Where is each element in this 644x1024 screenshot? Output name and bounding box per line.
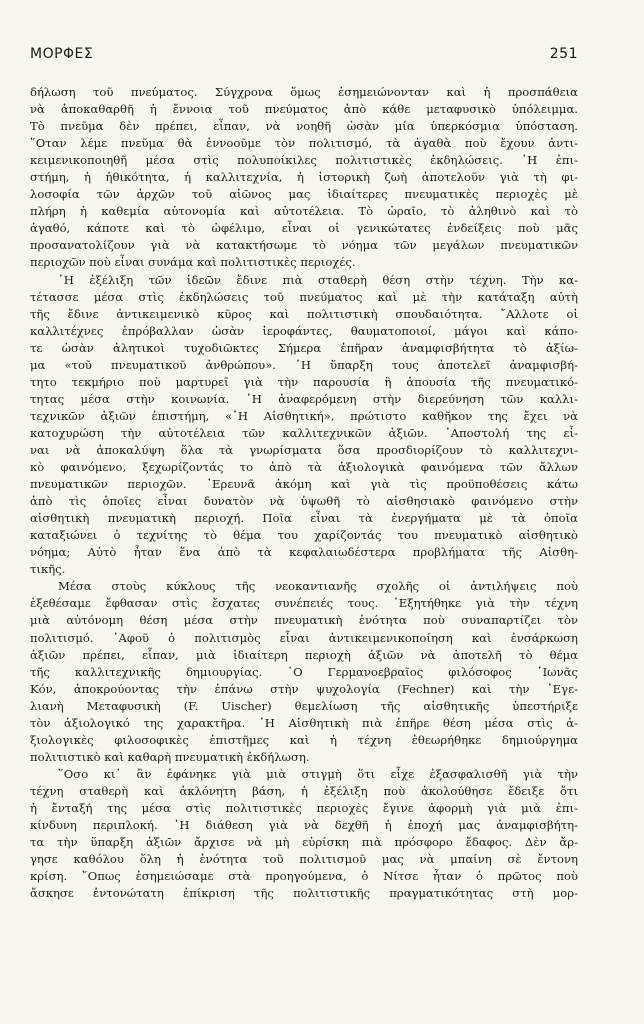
text-line: τὸν ἀξιολογικό της χαρακτῆρα. ῾Η Αἰσθητικὴ πιὰ ἐπῆρε θέση μέσα στὶς ἀ-	[30, 715, 578, 730]
text-line: τα τὴν ὕπαρξη ἀξιῶν ἄρχισε νὰ μὴ εὑρίσκη πιὰ πρόσφορο ἔδαφος. Δὲν ἄρ-	[30, 835, 578, 850]
page-number: 251	[549, 46, 578, 62]
running-header	[30, 46, 578, 62]
text-line: πολιτιστικὸ καὶ καθαρὴ πνευματικὴ ἐκδήλωση.	[30, 749, 310, 764]
text-line: πολιτισμό. ᾿Αφοῦ ὁ πολιτισμὸς εἶναι ἀντικειμενικοποίηση καὶ ἐνσάρκωση	[30, 630, 578, 645]
text-line: τικῆς.	[30, 562, 66, 577]
body-text	[30, 84, 578, 902]
text-line: ναι νὰ ἀποκαλύψη ὅλα τὰ γνωρίσματα ὅσα προσδιορίζουν τὸ καλλιτεχνι-	[30, 442, 578, 457]
text-line: ἡ ἔνταξή της μέσα στὶς πολιτιστικὲς περιοχὲς ἔγινε ἀφορμὴ γιὰ μιὰ ἐπι-	[30, 800, 578, 815]
text-line: ξιολογικὲς φιλοσοφικὲς ἐπιστῆμες καὶ ἡ τέχνη ἐθεωρήθηκε δημιούργημα	[30, 732, 578, 747]
text-line: ῞Οταν λέμε πνεῦμα θὰ ἐννοοῦμε τὸν πολιτισμό, τὰ ἀγαθὰ ποὺ ἔχουν ἀντι-	[30, 136, 578, 151]
text-line: αἰσθητικὴ πνευματικὴ περιοχή. Ποῖα εἶναι τὰ ἐνεργήματα μὲ τὰ ὁποῖα	[30, 511, 578, 526]
text-line: τητας μέσα στὴν κοινωνία. ῾Η ἀναφερόμενη στὴν διερεύνηση τῶν καλλι-	[30, 391, 578, 406]
text-line: κρίση. ῞Οπως ἐσημειώσαμε στὰ προηγούμενα, ὁ Νίτσε ἦταν ὁ πρῶτος ποὺ	[30, 869, 578, 884]
book-page	[30, 46, 578, 902]
text-line: γησε καθόλου ὅλη ἡ ἑνότητα τοῦ πολιτισμοῦ μας νὰ μπαίνη σὲ ἔντονη	[30, 852, 578, 867]
text-line: τητο τεκμήριο ποὺ μαρτυρεῖ γιὰ τὴν παρουσία ἢ ἀπουσία τῆς πνευματικό-	[30, 374, 578, 389]
text-line: τε ὡσὰν ἀλητικοὶ τυχοδιῶκτες Σήμερα ἐπῆραν ἀναμφισβήτητα τὸ ἀξίω-	[30, 340, 578, 355]
text-line: κίνδυνη περιπλοκή. ῾Η διάθεση γιὰ νὰ δεχθῆ ἡ ἐποχή μας ἀναμφισβήτη-	[30, 818, 578, 833]
text-line: περιοχῶν ποὺ εἶναι συνάμα καὶ πολιτιστικὲς περιοχές.	[30, 255, 356, 270]
text-line: προσανατολίζουν γιὰ νὰ κατακτήσωμε τὸ νόημα τῶν μεγάλων πνευματικῶν	[30, 238, 578, 253]
text-line: Τὸ πνεῦμα δὲν πρέπει, εἶπαν, νὰ νοηθῆ ὡσὰν μία ὑπερκόσμια ὑπόσταση.	[30, 119, 578, 134]
text-line: ἄσκησε ἐντονώτατη ἐπίκριση τῆς πολιτιστικῆς πραγματικότητας στὴ μορ-	[30, 886, 578, 901]
text-line: μιὰ αὐτόνομη θέση μέσα στὴν πνευματικὴ ἑνότητα ποὺ συναπαρτίζει τὸν	[30, 613, 578, 628]
text-line: ἐξεθέσαμε ἔφθασαν στὶς ἔσχατες συνέπειές τους. ᾿Εξητήθηκε γιὰ τὴν τέχνη	[30, 596, 578, 611]
text-line: καλλιτέχνες ἐπρόβαλλαν ὡσὰν ἱεροφάντες, θαυματοποιοί, μάγοι καὶ κάπο-	[30, 323, 578, 338]
text-line: πλήρη ἡ καθεμία αὐτονομία καὶ αὐτοτέλεια. Τὸ ὡραῖο, τὸ ἀληθινὸ καὶ τὸ	[30, 204, 578, 219]
text-line: κὸ φαινόμενο, ξεχωρίζοντάς το ἀπὸ τὰ ἀξιολογικὰ φαινόμενα τῶν ἄλλων	[30, 460, 578, 475]
text-line: καταξιώνει ὁ τεχνίτης τὸ θέμα του χαρίζοντάς του πνευματικὸ αἰσθητικὸ	[30, 528, 578, 543]
text-line: τῆς καλλιτεχνικῆς δημιουργίας. ῾Ο Γερμανοεβραῖος φιλόσοφος ᾿Ιωνᾶς	[30, 664, 578, 679]
text-line: νόημα; Αὐτὸ ἦταν ἕνα ἀπὸ τὰ κεφαλαιωδέστερα προβλήματα τῆς Αἰσθη-	[30, 545, 578, 560]
text-line: κατοχυρώση τὴν αὐτοτέλεια τῶν καλλιτεχνικῶν ἀξιῶν. ᾿Αποστολή της εἶ-	[30, 425, 578, 440]
running-title: ΜΟΡΦΕΣ	[30, 46, 94, 62]
text-line: στήμη, ἡ ἠθικότητα, ἡ καλλιτεχνία, ἡ ἱστορικὴ ζωὴ ἀποτελοῦν γιὰ τὴ φι-	[30, 170, 578, 185]
text-line: νὰ ἀποκαθαρθῆ ἡ ἔννοια τοῦ πνεύματος ἀπὸ κάθε μεταφυσικὸ ὑπόλειμμα.	[30, 102, 578, 117]
text-line: τέχνη σταθερὴ καὶ ἀκλόνητη βάση, ἡ ἐξέλιξη ποὺ ἀκολούθησε ἔδειξε ὅτι	[30, 783, 578, 798]
text-line: λοσοφία τῶν ἀρχῶν τοῦ αἰῶνος μας ἰδιαίτερες πνευματικὲς περιοχὲς μὲ	[30, 187, 578, 202]
text-line: ἀξιῶν πρέπει, εἶπαν, μιὰ ἰδιαίτερη περιοχὴ ἀξιῶν νὰ ἀποτελῆ τὸ θέμα	[30, 647, 578, 662]
text-line: μα «τοῦ πνευματικοῦ ἀνθρώπου». ῾Η ὕπαρξη τους ἀποτελεῖ ἀναμφισβή-	[30, 357, 578, 372]
text-line: Μέσα στοὺς κύκλους τῆς νεοκαντιανῆς σχολῆς οἱ ἀντιλήψεις ποὺ	[58, 579, 578, 594]
text-line: Κόν, ἀποκρούοντας τὴν ἐπάνω στὴν ψυχολογία (Fechner) καὶ τὴν ᾿Εγε-	[30, 681, 578, 696]
text-line: πνευματικῶν περιοχῶν. ᾿Ερευνᾶ ἀκόμη καὶ γιὰ τὶς προϋποθέσεις κάτω	[30, 477, 578, 492]
text-line: τέτασσε μέσα στὶς ἐκδηλώσεις τοῦ πνεύματος καὶ μὲ τὴν κατάταξη αὐτὴ	[30, 289, 578, 304]
text-line: τεχνικῶν ἀξιῶν ἐπιστήμη, «῾Η Αἰσθητική», πρώτιστο καθῆκον της ἔχει νὰ	[30, 408, 578, 423]
text-line: ῞Οσο κι᾿ ἂν ἐφάνηκε γιὰ μιὰ στιγμὴ ὅτι εἶχε ἐξασφαλισθῆ γιὰ τὴν	[58, 766, 578, 781]
text-line: τῆς ἔδινε ἀντικειμενικὸ κῦρος καὶ πολιτιστικὴ σπουδαιότητα. ῎Αλλοτε οἱ	[30, 306, 578, 321]
text-line: ἀπὸ τὶς ὁποῖες εἶναι δυνατὸν νὰ ὑψωθῆ τὸ αἰσθησιακὸ φαινόμενο στὴν	[30, 494, 578, 509]
text-line: κειμενικοποιηθῆ μέσα στὶς πολυποίκιλες πολιτιστικὲς ἐκδηλώσεις. ῾Η ἐπι-	[30, 153, 578, 168]
text-line: δήλωση τοῦ πνεύματος. Σύγχρονα ὅμως ἐσημειώνονταν καὶ ἡ προσπάθεια	[30, 85, 578, 99]
text-line: λιανὴ Μεταφυσικὴ (F. Uischer) θεμελίωση τῆς αἰσθητικῆς ὑπεστήριξε	[30, 698, 578, 713]
text-line: ἀγαθό, κάποτε καὶ τὸ ὠφέλιμο, εἶναι οἱ γενικώτατες ἐνδείξεις ποὺ μᾶς	[30, 221, 578, 236]
text-line: ῾Η ἐξέλιξη τῶν ἰδεῶν ἔδινε πιὰ σταθερὴ θέση στὴν τέχνη. Τὴν κα-	[58, 272, 578, 287]
